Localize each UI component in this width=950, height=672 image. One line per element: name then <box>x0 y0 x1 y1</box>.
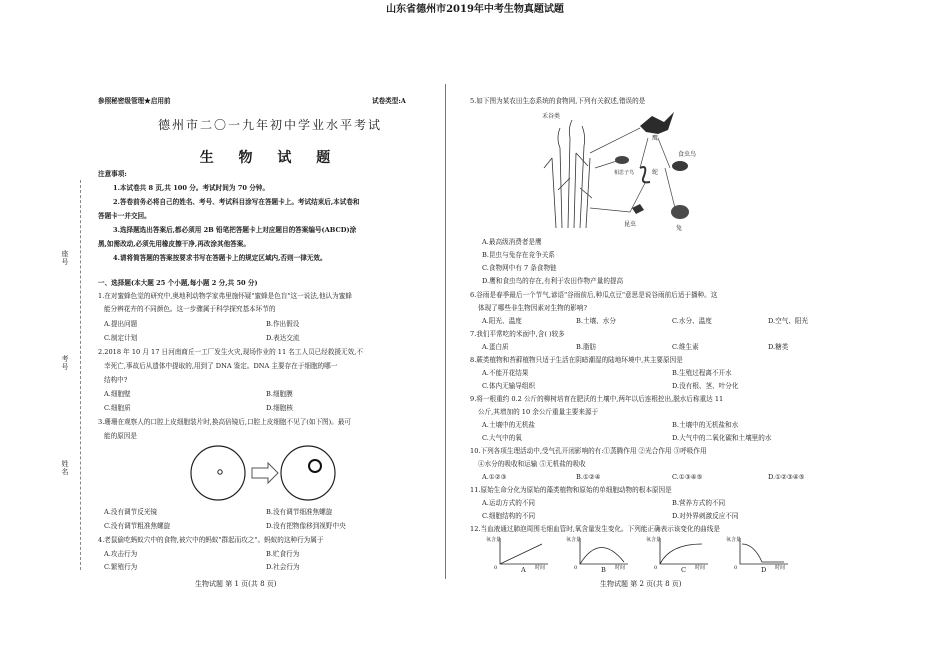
page-footer-right: 生物试题 第 2 页(共 8 页) <box>600 580 682 588</box>
q10-option-d: D.①②③④⑤ <box>768 473 805 481</box>
q8-option-d: D.没有根、茎、叶分化 <box>672 382 739 390</box>
graph-c-curve <box>660 544 702 564</box>
insect-icon <box>632 204 644 214</box>
q10-stem: 10.下列各项生理活动中,受气孔开闭影响的有:①蒸腾作用 ②光合作用 ③呼吸作用 <box>470 447 707 455</box>
q9-stem: 公斤,其增加的 10 余公斤重量主要来源于 <box>478 408 599 416</box>
subject-title: 生 物 试 题 <box>199 150 341 166</box>
q7-stem: 7.我们平常吃的米面中,含( )较多 <box>470 330 565 338</box>
graph-a-axes <box>500 538 548 564</box>
q3-stem: 能的原因是 <box>104 432 137 440</box>
q9-option-a: A.土壤中的无机盐 <box>482 421 536 429</box>
q10-option-c: C.①③④⑤ <box>672 473 703 481</box>
note-line: 1.本试卷共 8 页,共 100 分。考试时间为 70 分钟。 <box>113 184 269 192</box>
eagle-icon <box>640 112 674 134</box>
q4-option-b: B.贮食行为 <box>266 550 300 558</box>
binding-label-exam-no: 考号 <box>61 355 69 371</box>
q10-stem: ④水分的吸收和运输 ⑤无机盐的吸收 <box>478 460 586 468</box>
document-title: 山东省德州市2019年中考生物真题试题 <box>386 4 564 15</box>
graph-a-origin: 0 <box>494 565 498 571</box>
page-footer-left: 生物试题 第 1 页(共 8 页) <box>195 580 277 588</box>
cell-small <box>218 470 222 474</box>
graph-a-curve <box>500 544 542 564</box>
binding-line <box>80 180 81 570</box>
q6-stem: 体现了哪些非生物因素对生物的影响? <box>478 304 588 312</box>
note-line: 黑,如需改动,必须先用橡皮擦干净,再改涂其他答案。 <box>98 240 250 248</box>
note-line: 2.答卷前务必将自己的姓名、考号、考试科目涂写在答题卡上。考试结束后,本试卷和 <box>113 198 360 206</box>
q6-option-d: D.空气、阳光 <box>768 317 809 325</box>
graph-b-xlabel: 时间 <box>615 565 626 571</box>
q10-option-b: B.①②④ <box>576 473 601 481</box>
small-bird-icon <box>615 156 629 164</box>
q2-stem: 结构中? <box>104 376 128 384</box>
q2-option-d: D.细胞核 <box>266 404 293 412</box>
q7-option-b: B.脂肪 <box>576 343 597 351</box>
q12-graph-letter-a: A <box>521 566 526 574</box>
graph-a-ylabel: 氧含量 <box>486 537 502 543</box>
q11-option-b: B.营养方式的不同 <box>672 499 726 507</box>
q5-option-b: B.昆虫与兔存在竞争关系 <box>482 251 555 259</box>
q12-graph-letter-d: D <box>761 566 767 574</box>
q12-graphs <box>480 534 790 574</box>
q9-option-b: B.土壤中的无机盐和水 <box>672 421 739 429</box>
graph-b-curve <box>580 547 624 564</box>
label-insectivorous-bird: 食虫鸟 <box>678 151 697 158</box>
q8-stem: 8.蕨类植物和苔藓植物只适于生活在阴暗潮湿的陆地环境中,其主要原因是 <box>470 356 683 364</box>
label-snake: 蛇 <box>652 169 659 176</box>
q9-stem: 9.将一根重约 0.2 公斤的柳树培育在肥沃的土壤中,两年以后连根挖出,脱水后称重达 11 <box>470 395 724 403</box>
graph-b-origin: 0 <box>574 565 578 571</box>
q6-option-c: C.水分、温度 <box>672 317 712 325</box>
graph-b-axes <box>580 538 628 564</box>
cell-large <box>309 460 321 472</box>
graph-c-origin: 0 <box>654 565 658 571</box>
insectivorous-bird-icon <box>672 161 688 171</box>
q11-option-a: A.运动方式的不同 <box>482 499 536 507</box>
q7-option-d: D.糖类 <box>768 343 789 351</box>
q12-graph-letter-b: B <box>601 566 606 574</box>
grain-plant-illustration <box>544 120 592 228</box>
q12-stem: 12.当血液通过肺泡周围毛细血管时,氧含量发生变化。下列能正确表示该变化的曲线是 <box>470 525 720 533</box>
transition-arrow-icon <box>252 463 278 483</box>
q7-option-a: A.蛋白质 <box>482 343 509 351</box>
notes-heading: 注意事项: <box>98 170 127 178</box>
food-web-diagram <box>540 108 700 236</box>
q10-option-a: A.①②③ <box>482 473 507 481</box>
label-eagle: 鹰 <box>652 135 659 142</box>
q8-option-b: B.生殖过程离不开水 <box>672 369 732 377</box>
graph-c-ylabel: 氧含量 <box>646 537 662 543</box>
q7-option-c: C.维生素 <box>672 343 699 351</box>
q5-option-a: A.最高级消费者是鹰 <box>482 238 542 246</box>
q4-stem: 4.老鼠偷吃蚂蚁穴中的食物,被穴中的蚂蚁"群起而攻之"。蚂蚁的这种行为属于 <box>98 536 324 544</box>
q11-stem: 11.原始生命分化为原始的藻类植物和原始的单细胞动物的根本原因是 <box>470 486 672 494</box>
note-line: 4.请将简答题的答案按要求书写在答题卡上的规定区域内,否则一律无效。 <box>113 254 327 262</box>
label-rabbit: 兔 <box>676 225 683 232</box>
q4-option-a: A.攻击行为 <box>104 550 138 558</box>
q5-option-d: D.鹰和食虫鸟的存在,有利于农田作物产量的提高 <box>482 277 624 285</box>
q6-stem: 6.谷雨是春季最后一个节气,谚语"谷雨前后,种瓜点豆"意思是说谷雨前后适于播种。这 <box>470 291 718 299</box>
graph-d-origin: 0 <box>734 565 738 571</box>
q1-option-b: B.作出假设 <box>266 320 300 328</box>
label-small-bird: 相思子鸟 <box>614 170 635 176</box>
q1-stem: 能分辨花卉的不同颜色。这一步骤属于科学探究基本环节的 <box>104 305 276 313</box>
binding-label-seat: 座号 <box>61 250 69 266</box>
q3-option-b: B.没有调节细准焦螺旋 <box>266 508 333 516</box>
q11-option-c: C.细胞结构的不同 <box>482 512 536 520</box>
snake-icon <box>640 167 650 182</box>
note-line: 3.选择题选出答案后,都必须用 2B 铅笔把答题卡上对应题目的答案编号(ABCD)涂 <box>113 226 357 234</box>
q2-option-c: C.细胞质 <box>104 404 131 412</box>
q3-option-c: C.没有调节粗准焦螺旋 <box>104 522 171 530</box>
binding-label-name: 姓名 <box>61 460 69 476</box>
graph-d-axes <box>740 538 788 564</box>
q4-option-d: D.社会行为 <box>266 563 300 571</box>
graph-d-curve <box>742 544 784 562</box>
q3-option-d: D.没有把物像移到视野中央 <box>266 522 346 530</box>
q1-option-a: A.提出问题 <box>104 320 138 328</box>
q8-option-c: C.体内无输导组织 <box>482 382 536 390</box>
microscope-field-figure <box>190 440 340 506</box>
q1-option-c: C.制定计划 <box>104 334 138 342</box>
graph-c-xlabel: 时间 <box>695 565 706 571</box>
page-divider <box>445 84 446 579</box>
q5-stem: 5.如下图为某农田生态系统的食物网,下列有关叙述,错误的是 <box>470 97 646 105</box>
q1-stem: 1.在对蜜蜂色觉的研究中,奥地利动物学家弗里施怀疑"蜜蜂是色盲"这一说法,他认为蜜蜂 <box>98 292 352 300</box>
rabbit-icon <box>671 205 689 219</box>
q6-option-b: B.土壤、水分 <box>576 317 616 325</box>
q9-option-c: C.大气中的氧 <box>482 434 522 442</box>
note-line: 答题卡一并交回。 <box>98 212 151 220</box>
q11-option-d: D.对外界刺激反应不同 <box>672 512 739 520</box>
exam-title: 德州市二〇一九年初中学业水平考试 <box>157 118 382 132</box>
graph-d-ylabel: 氧含量 <box>726 537 742 543</box>
graph-b-ylabel: 氧含量 <box>566 537 582 543</box>
q3-stem: 3.珊珊在观察人的口腔上皮细胞装片时,换高倍镜后,口腔上皮细胞不见了(如下图)。最可 <box>98 418 352 426</box>
q2-option-a: A.细胞壁 <box>104 390 131 398</box>
secret-label: 参照秘密级管理★启用前 <box>98 97 171 105</box>
q2-stem: 2.2018 年 10 月 17 日河南商丘一工厂发生火灾,现场作业的 11 名工人员已经救援无效,不 <box>98 348 363 356</box>
q1-option-d: D.表达交流 <box>266 334 300 342</box>
q12-graph-letter-c: C <box>681 566 687 574</box>
q8-option-a: A.不能开花结果 <box>482 369 529 377</box>
paper-type: 试卷类型:A <box>372 97 406 105</box>
q6-option-a: A.阳光、温度 <box>482 317 522 325</box>
q3-option-a: A.没有调节反光镜 <box>104 508 158 516</box>
q5-option-c: C.食物网中有 7 条食物链 <box>482 264 557 272</box>
section-heading: 一、选择题(本大题 25 个小题,每小题 2 分,共 50 分) <box>98 279 258 287</box>
graph-a-xlabel: 时间 <box>535 565 546 571</box>
graph-d-xlabel: 时间 <box>775 565 786 571</box>
label-grain: 禾谷类 <box>542 113 561 120</box>
q2-stem: 幸死亡,事故后从遗体中提取的,用到了 DNA 鉴定。DNA 主要存在于细胞的哪一 <box>104 362 338 370</box>
graph-c-axes <box>660 538 708 564</box>
q4-option-c: C.繁殖行为 <box>104 563 138 571</box>
high-power-field <box>281 446 335 500</box>
q9-option-d: D.大气中的二氧化碳和土壤里的水 <box>672 434 772 442</box>
label-insect: 昆虫 <box>624 221 637 228</box>
q2-option-b: B.细胞膜 <box>266 390 293 398</box>
